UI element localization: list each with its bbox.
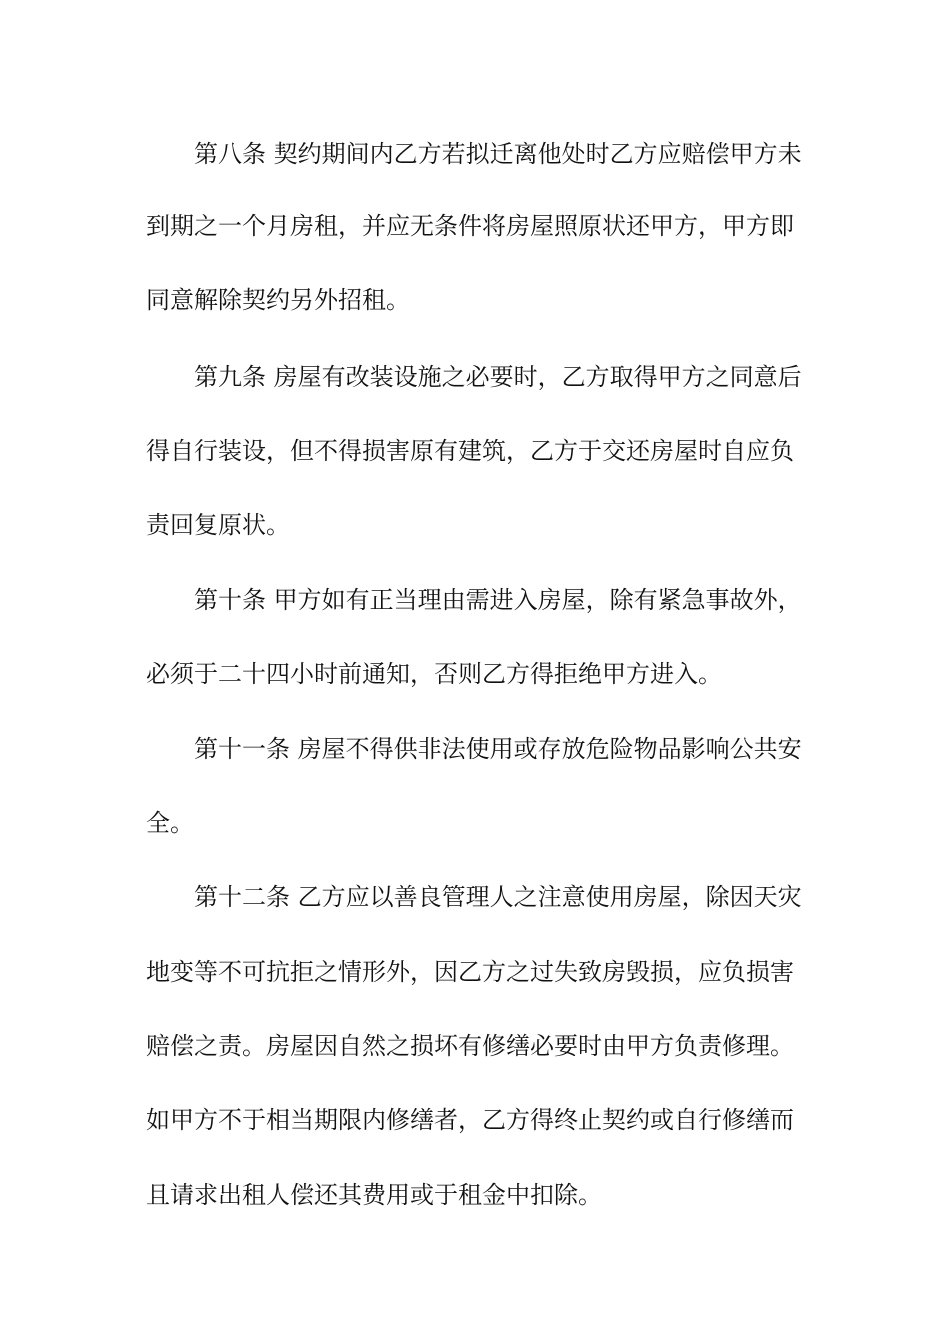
article-9-line-3: 责回复原状。 xyxy=(146,511,290,539)
article-12-line-4: 如甲方不于相当期限内修缮者，乙方得终止契约或自行修缮而 xyxy=(146,1106,794,1134)
article-9-line-2: 得自行装设，但不得损害原有建筑，乙方于交还房屋时自应负 xyxy=(146,437,794,465)
article-9-line-1: 第九条 房屋有改装设施之必要时，乙方取得甲方之同意后 xyxy=(194,363,802,391)
article-11-line-1: 第十一条 房屋不得供非法使用或存放危险物品影响公共安 xyxy=(194,735,802,763)
article-11-line-2: 全。 xyxy=(146,809,194,837)
article-8-line-2: 到期之一个月房租，并应无条件将房屋照原状还甲方，甲方即 xyxy=(146,212,794,240)
article-12-line-3: 赔偿之责。房屋因自然之损坏有修缮必要时由甲方负责修理。 xyxy=(146,1032,794,1060)
article-10-line-1: 第十条 甲方如有正当理由需进入房屋，除有紧急事故外， xyxy=(194,586,802,614)
article-12-line-2: 地变等不可抗拒之情形外，因乙方之过失致房毁损，应负损害 xyxy=(146,958,794,986)
article-10-line-2: 必须于二十四小时前通知，否则乙方得拒绝甲方进入。 xyxy=(146,660,722,688)
article-8-line-1: 第八条 契约期间内乙方若拟迁离他处时乙方应赔偿甲方未 xyxy=(194,140,802,168)
article-12-line-1: 第十二条 乙方应以善良管理人之注意使用房屋，除因天灾 xyxy=(194,883,802,911)
article-12-line-5: 且请求出租人偿还其费用或于租金中扣除。 xyxy=(146,1181,602,1209)
article-8-line-3: 同意解除契约另外招租。 xyxy=(146,286,410,314)
